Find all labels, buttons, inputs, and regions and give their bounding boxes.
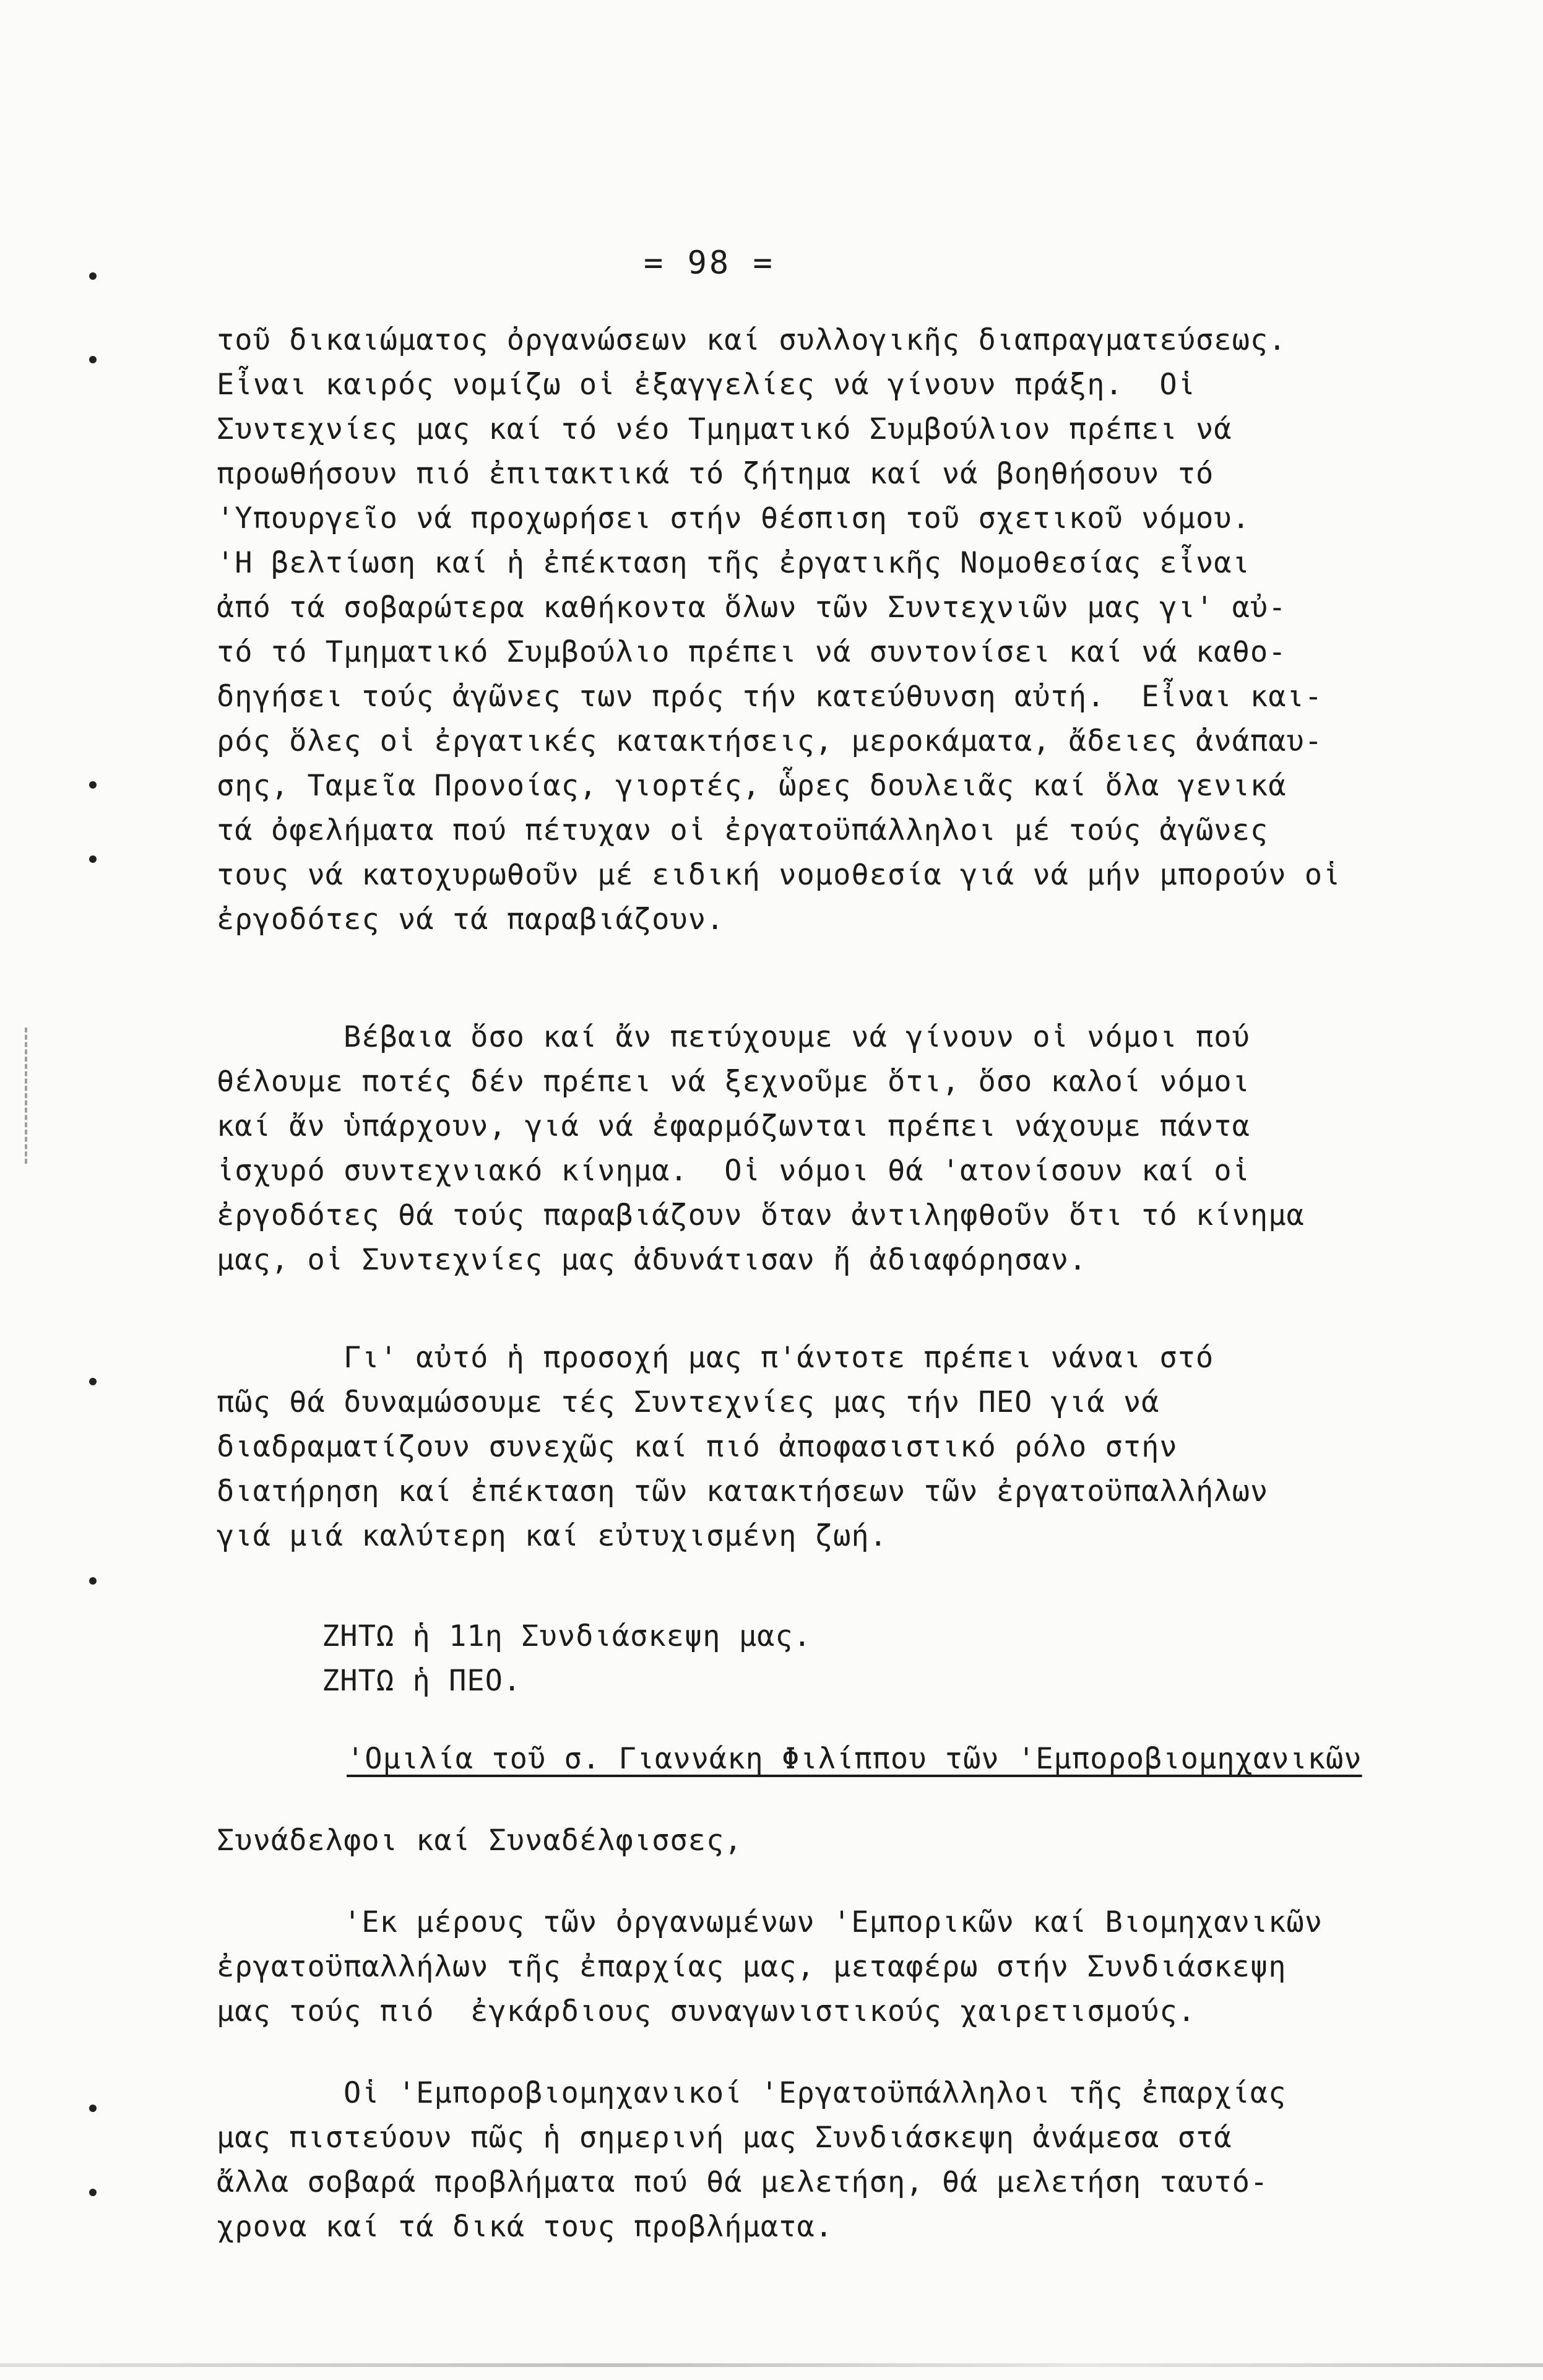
margin-mark: [89, 356, 97, 363]
text-line: τό τό Τμηματικό Συμβούλιο πρέπει νά συντονίσει καί νά καθο-: [217, 635, 1287, 669]
text-line: θέλουμε ποτές δέν πρέπει νά ξεχνοῦμε ὅτι, ὅσο καλοί νόμοι: [217, 1065, 1250, 1099]
text-line: ἐργατοϋπαλλήλων τῆς ἐπαρχίας μας, μεταφέρω στήν Συνδιάσκεψη: [217, 1950, 1287, 1984]
text-line: ἰσχυρό συντεχνιακό κίνημα. Οἱ νόμοι θά 'ατονίσουν καί οἱ: [217, 1154, 1250, 1188]
text-line: ἐργοδότες θά τούς παραβιάζουν ὅταν ἀντιληφθοῦν ὅτι τό κίνημα: [217, 1198, 1305, 1232]
speech-heading: 'Ομιλία τοῦ σ. Γιαννάκη Φιλίππου τῶν 'Εμποροβιομηχανικῶν: [347, 1742, 1362, 1776]
margin-mark: [89, 2189, 97, 2196]
text-line: προωθήσουν πιό ἐπιτακτικά τό ζήτημα καί νά βοηθήσουν τό: [217, 457, 1214, 491]
text-line: μας πιστεύουν πῶς ἡ σημερινή μας Συνδιάσκεψη ἀνάμεσα στά: [217, 2121, 1232, 2155]
text-line: πῶς θά δυναμώσουμε τές Συντεχνίες μας τήν ΠΕΟ γιά νά: [217, 1385, 1160, 1419]
text-line: Βέβαια ὅσο καί ἄν πετύχουμε νά γίνουν οἱ νόμοι πού: [344, 1020, 1250, 1054]
text-line: Εἶναι καιρός νομίζω οἱ ἐξαγγελίες νά γίνουν πράξη. Οἱ: [217, 368, 1196, 402]
scan-edge: [0, 2363, 1543, 2367]
margin-scratch: [0, 1028, 27, 1164]
text-line: χρονα καί τά δικά τους προβλήματα.: [217, 2210, 834, 2244]
margin-mark: [89, 781, 97, 789]
text-line: σης, Ταμεῖα Προνοίας, γιορτές, ὧρες δουλειᾶς καί ὅλα γενικά: [217, 769, 1287, 803]
page-number: = 98 =: [644, 244, 775, 282]
text-line: 'Η βελτίωση καί ἡ ἐπέκταση τῆς ἐργατικῆς Νομοθεσίας εἶναι: [217, 546, 1250, 580]
salutation: Συνάδελφοι καί Συναδέλφισσες,: [217, 1824, 743, 1858]
text-line: μας τούς πιό ἐγκάρδιους συναγωνιστικούς χαιρετισμούς.: [217, 1994, 1196, 2028]
text-line: μας, οἱ Συντεχνίες μας ἀδυνάτισαν ἤ ἀδιαφόρησαν.: [217, 1243, 1087, 1277]
text-line: γιά μιά καλύτερη καί εὐτυχισμένη ζωή.: [217, 1519, 888, 1553]
text-line: ἐργοδότες νά τά παραβιάζουν.: [217, 902, 725, 937]
text-line: ἄλλα σοβαρά προβλήματα πού θά μελετήση, θά μελετήση ταυτό-: [217, 2165, 1269, 2199]
text-line: Συντεχνίες μας καί τό νέο Τμηματικό Συμβούλιον πρέπει νά: [217, 412, 1232, 446]
text-line: τους νά κατοχυρωθοῦν μέ ειδική νομοθεσία γιά νά μήν μπορούν οἱ: [217, 858, 1341, 892]
text-line: καί ἄν ὑπάρχουν, γιά νά ἐφαρμόζωνται πρέπει νάχουμε πάντα: [217, 1109, 1250, 1143]
text-line: δηγήσει τούς ἀγῶνες των πρός τήν κατεύθυνση αὐτή. Εἶναι και-: [217, 680, 1323, 714]
text-line: διατήρηση καί ἐπέκταση τῶν κατακτήσεων τῶν ἐργατοϋπαλλήλων: [217, 1474, 1269, 1508]
slogan: ΖΗΤΩ ἡ ΠΕΟ.: [322, 1664, 522, 1698]
margin-mark: [89, 855, 97, 863]
margin-mark: [89, 1577, 97, 1585]
text-line: 'Υπουργεῖο νά προχωρήσει στήν θέσπιση τοῦ σχετικοῦ νόμου.: [217, 501, 1250, 535]
text-line: 'Εκ μέρους τῶν ὀργανωμένων 'Εμπορικῶν καί Βιομηχανικῶν: [344, 1905, 1323, 1939]
text-line: Γι' αὐτό ἡ προσοχή μας π'άντοτε πρέπει νάναι στό: [344, 1341, 1214, 1375]
margin-mark: [89, 272, 97, 280]
slogan: ΖΗΤΩ ἡ 11η Συνδιάσκεψη μας.: [322, 1619, 812, 1653]
text-line: Οἱ 'Εμποροβιομηχανικοί 'Εργατοϋπάλληλοι τῆς ἐπαρχίας: [344, 2076, 1287, 2110]
text-line: τοῦ δικαιώματος ὀργανώσεων καί συλλογικῆς διαπραγματεύσεως.: [217, 323, 1287, 357]
text-line: τά ὀφελήματα πού πέτυχαν οἱ ἐργατοϋπάλληλοι μέ τούς ἀγῶνες: [217, 813, 1269, 847]
margin-mark: [89, 2105, 97, 2112]
text-line: ρός ὅλες οἱ ἐργατικές κατακτήσεις, μεροκάματα, ἄδειες ἀνάπαυ-: [217, 724, 1323, 758]
margin-mark: [89, 1378, 97, 1385]
text-line: διαδραματίζουν συνεχῶς καί πιό ἀποφασιστικό ρόλο στήν: [217, 1430, 1178, 1464]
text-line: ἀπό τά σοβαρώτερα καθήκοντα ὅλων τῶν Συντεχνιῶν μας γι' αὐ-: [217, 591, 1287, 625]
